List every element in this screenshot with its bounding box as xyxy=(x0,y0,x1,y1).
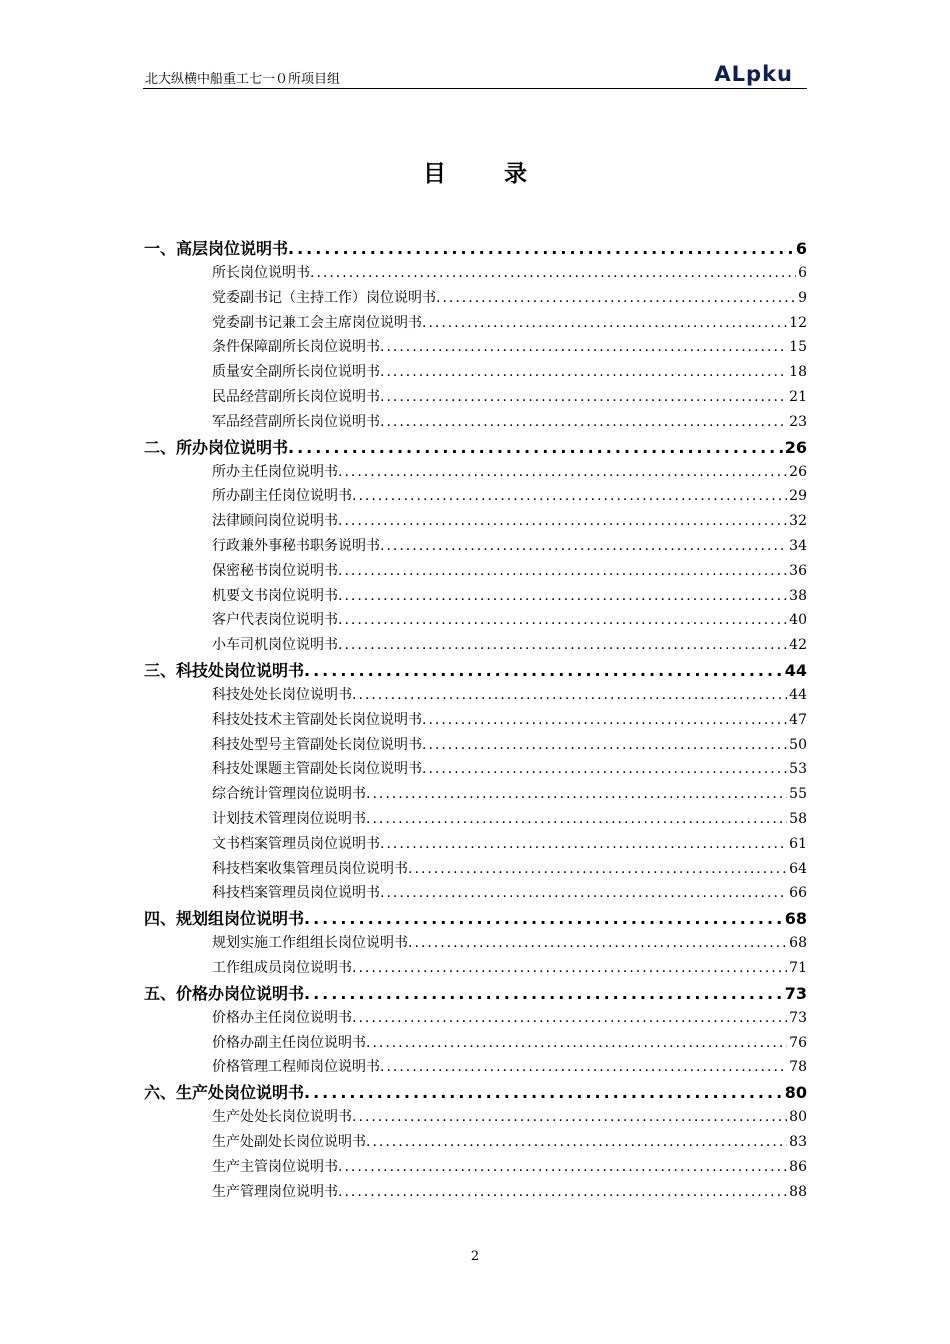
toc-entry-label: 机要文书岗位说明书 xyxy=(212,587,338,604)
toc-dot-leader xyxy=(304,658,783,683)
toc-entry-page: 40 xyxy=(789,612,807,629)
toc-section-entry[interactable] xyxy=(144,981,807,1006)
toc-section-entry[interactable] xyxy=(144,906,807,931)
toc-entry[interactable] xyxy=(144,360,807,385)
page-number: 2 xyxy=(470,1249,480,1264)
toc-dot-leader xyxy=(352,484,787,509)
toc-entry-label: 客户代表岗位说明书 xyxy=(212,612,338,629)
toc-dot-leader xyxy=(338,1180,787,1205)
toc-entry[interactable] xyxy=(144,1130,807,1155)
toc-entry[interactable] xyxy=(144,460,807,485)
toc-dot-leader xyxy=(288,435,783,460)
toc-section-entry[interactable] xyxy=(144,658,807,683)
toc-entry[interactable] xyxy=(144,584,807,609)
logo-text: ALpku xyxy=(714,62,793,86)
toc-entry-page: 44 xyxy=(789,686,807,703)
toc-dot-leader xyxy=(380,881,787,906)
toc-entry-label: 条件保障副所长岗位说明书 xyxy=(212,339,380,356)
toc-entry-label: 生产处副处长岗位说明书 xyxy=(212,1133,366,1150)
toc-dot-leader xyxy=(352,1006,787,1031)
logo xyxy=(714,62,793,86)
toc-entry-label: 生产管理岗位说明书 xyxy=(212,1183,338,1200)
toc-entry-label: 党委副书记兼工会主席岗位说明书 xyxy=(212,314,422,331)
toc-entry-label: 综合统计管理岗位说明书 xyxy=(212,786,366,803)
toc-entry-label: 生产处处长岗位说明书 xyxy=(212,1109,352,1126)
toc-entry-label: 二、所办岗位说明书 xyxy=(144,437,289,457)
toc-entry[interactable] xyxy=(144,286,807,311)
toc-entry-label: 保密秘书岗位说明书 xyxy=(212,562,338,579)
toc-entry-label: 生产主管岗位说明书 xyxy=(212,1158,338,1175)
toc-entry-label: 科技档案收集管理员岗位说明书 xyxy=(212,860,408,877)
toc-entry-label: 规划实施工作组组长岗位说明书 xyxy=(212,935,408,952)
toc-entry-page: 58 xyxy=(789,810,807,827)
toc-entry-page: 55 xyxy=(789,786,807,803)
toc-entry[interactable] xyxy=(144,484,807,509)
toc-entry[interactable] xyxy=(144,1006,807,1031)
toc-dot-leader xyxy=(380,385,787,410)
toc-dot-leader xyxy=(380,335,787,360)
toc-entry-label: 三、科技处岗位说明书 xyxy=(144,660,305,680)
toc-entry-label: 六、生产处岗位说明书 xyxy=(144,1083,305,1103)
toc-entry-page: 26 xyxy=(784,437,807,457)
toc-dot-leader xyxy=(304,906,783,931)
toc-entry[interactable] xyxy=(144,559,807,584)
toc-entry[interactable] xyxy=(144,683,807,708)
toc-dot-leader xyxy=(380,410,787,435)
toc-dot-leader xyxy=(352,956,787,981)
toc-entry[interactable] xyxy=(144,335,807,360)
toc-entry[interactable] xyxy=(144,509,807,534)
toc-entry-page: 21 xyxy=(789,388,807,405)
toc-entry-label: 价格办副主任岗位说明书 xyxy=(212,1034,366,1051)
page-header xyxy=(143,62,807,89)
toc-entry[interactable] xyxy=(144,832,807,857)
toc-entry[interactable] xyxy=(144,1180,807,1205)
toc-dot-leader xyxy=(338,584,787,609)
toc-entry-label: 军品经营副所长岗位说明书 xyxy=(212,413,380,430)
toc-entry-label: 所办副主任岗位说明书 xyxy=(212,488,352,505)
toc-dot-leader xyxy=(338,509,787,534)
toc-entry[interactable] xyxy=(144,1055,807,1080)
toc-entry-label: 科技处技术主管副处长岗位说明书 xyxy=(212,711,422,728)
toc-entry[interactable] xyxy=(144,931,807,956)
toc-dot-leader xyxy=(304,1080,783,1105)
toc-entry-label: 质量安全副所长岗位说明书 xyxy=(212,364,380,381)
toc-entry-label: 文书档案管理员岗位说明书 xyxy=(212,835,380,852)
toc-entry-page: 86 xyxy=(789,1158,807,1175)
toc-dot-leader xyxy=(366,1031,787,1056)
toc-entry[interactable] xyxy=(144,956,807,981)
toc-dot-leader xyxy=(338,633,787,658)
toc-dot-leader xyxy=(436,286,796,311)
toc-entry[interactable] xyxy=(144,633,807,658)
toc-entry-page: 32 xyxy=(789,513,807,530)
toc-entry-label: 小车司机岗位说明书 xyxy=(212,637,338,654)
toc-dot-leader xyxy=(338,1155,787,1180)
toc-dot-leader xyxy=(380,534,787,559)
toc-entry-page: 68 xyxy=(789,935,807,952)
toc-entry-page: 15 xyxy=(789,339,807,356)
toc-dot-leader xyxy=(380,832,787,857)
toc-entry-page: 50 xyxy=(789,736,807,753)
toc-dot-leader xyxy=(366,1130,787,1155)
toc-dot-leader xyxy=(338,460,787,485)
toc-dot-leader xyxy=(288,236,794,261)
page-title: 目 录 xyxy=(422,160,552,187)
toc-entry-page: 23 xyxy=(789,413,807,430)
toc-entry-page: 53 xyxy=(789,761,807,778)
toc-entry[interactable] xyxy=(144,857,807,882)
toc-entry-page: 71 xyxy=(789,959,807,976)
toc-entry-page: 42 xyxy=(789,637,807,654)
toc-entry-page: 26 xyxy=(789,463,807,480)
toc-entry-label: 价格办主任岗位说明书 xyxy=(212,1009,352,1026)
toc-dot-leader xyxy=(422,733,787,758)
toc-dot-leader xyxy=(310,261,796,286)
toc-entry-page: 80 xyxy=(784,1083,807,1103)
toc-entry[interactable] xyxy=(144,261,807,286)
toc-dot-leader xyxy=(408,931,787,956)
toc-entry-page: 68 xyxy=(784,909,807,929)
toc-entry-label: 一、高层岗位说明书 xyxy=(144,239,289,258)
toc-dot-leader xyxy=(366,807,787,832)
toc-entry-label: 所办主任岗位说明书 xyxy=(212,463,338,480)
toc-entry[interactable] xyxy=(144,881,807,906)
toc-entry-page: 66 xyxy=(789,885,807,902)
toc-dot-leader xyxy=(422,708,787,733)
toc-entry-page: 76 xyxy=(789,1034,807,1051)
toc-dot-leader xyxy=(408,857,787,882)
toc-entry[interactable] xyxy=(144,782,807,807)
toc-entry[interactable] xyxy=(144,608,807,633)
toc-entry-page: 38 xyxy=(789,587,807,604)
toc-entry-label: 计划技术管理岗位说明书 xyxy=(212,810,366,827)
toc-entry-label: 科技档案管理员岗位说明书 xyxy=(212,885,380,902)
toc-dot-leader xyxy=(380,360,787,385)
toc-entry-page: 29 xyxy=(789,488,807,505)
toc-entry[interactable] xyxy=(144,1155,807,1180)
toc-entry-page: 88 xyxy=(789,1183,807,1200)
toc-entry-page: 73 xyxy=(789,1009,807,1026)
toc-entry[interactable] xyxy=(144,1031,807,1056)
toc-entry[interactable] xyxy=(144,708,807,733)
header-org-text: 北大纵横中船重工七一０所项目组 xyxy=(145,72,341,87)
toc-entry[interactable] xyxy=(144,410,807,435)
toc-entry-label: 工作组成员岗位说明书 xyxy=(212,959,352,976)
toc-entry-page: 36 xyxy=(789,562,807,579)
toc-entry-label: 民品经营副所长岗位说明书 xyxy=(212,388,380,405)
toc-section-entry[interactable] xyxy=(144,236,807,261)
toc-entry-page: 47 xyxy=(789,711,807,728)
toc-entry-label: 所长岗位说明书 xyxy=(212,265,310,281)
toc-entry-page: 64 xyxy=(789,860,807,877)
toc-entry-page: 61 xyxy=(789,835,807,852)
toc-entry[interactable] xyxy=(144,1105,807,1130)
toc-entry-page: 9 xyxy=(798,289,807,306)
toc-entry-page: 44 xyxy=(784,660,807,680)
toc-dot-leader xyxy=(338,559,787,584)
toc-entry-page: 78 xyxy=(789,1059,807,1076)
toc-entry-label: 党委副书记（主持工作）岗位说明书 xyxy=(212,289,436,306)
toc-entry-page: 12 xyxy=(789,314,807,331)
toc-entry-page: 34 xyxy=(789,537,807,554)
toc-entry[interactable] xyxy=(144,311,807,336)
toc-entry-page: 73 xyxy=(784,983,807,1003)
toc-section-entry[interactable] xyxy=(144,435,807,460)
toc-section-entry[interactable] xyxy=(144,1080,807,1105)
toc-dot-leader xyxy=(422,757,787,782)
toc-entry[interactable] xyxy=(144,807,807,832)
toc-entry-label: 科技处处长岗位说明书 xyxy=(212,686,352,703)
toc-dot-leader xyxy=(352,683,787,708)
toc-entry-page: 18 xyxy=(789,364,807,381)
toc-entry-label: 价格管理工程师岗位说明书 xyxy=(212,1059,380,1076)
toc-entry-page: 80 xyxy=(789,1109,807,1126)
toc-dot-leader xyxy=(352,1105,787,1130)
table-of-contents xyxy=(144,236,807,1204)
toc-dot-leader xyxy=(366,782,787,807)
toc-entry[interactable] xyxy=(144,757,807,782)
toc-dot-leader xyxy=(380,1055,787,1080)
toc-entry-label: 行政兼外事秘书职务说明书 xyxy=(212,537,380,554)
toc-dot-leader xyxy=(304,981,783,1006)
toc-entry-label: 法律顾问岗位说明书 xyxy=(212,513,338,530)
toc-dot-leader xyxy=(338,608,787,633)
toc-entry-label: 科技处型号主管副处长岗位说明书 xyxy=(212,736,422,753)
toc-entry[interactable] xyxy=(144,733,807,758)
toc-entry[interactable] xyxy=(144,385,807,410)
toc-entry-page: 6 xyxy=(798,265,807,281)
toc-entry-label: 科技处课题主管副处长岗位说明书 xyxy=(212,761,422,778)
toc-entry[interactable] xyxy=(144,534,807,559)
toc-entry-label: 五、价格办岗位说明书 xyxy=(144,983,305,1003)
toc-entry-page: 6 xyxy=(795,239,807,258)
toc-entry-label: 四、规划组岗位说明书 xyxy=(144,909,305,929)
toc-dot-leader xyxy=(422,311,787,336)
toc-entry-page: 83 xyxy=(789,1133,807,1150)
